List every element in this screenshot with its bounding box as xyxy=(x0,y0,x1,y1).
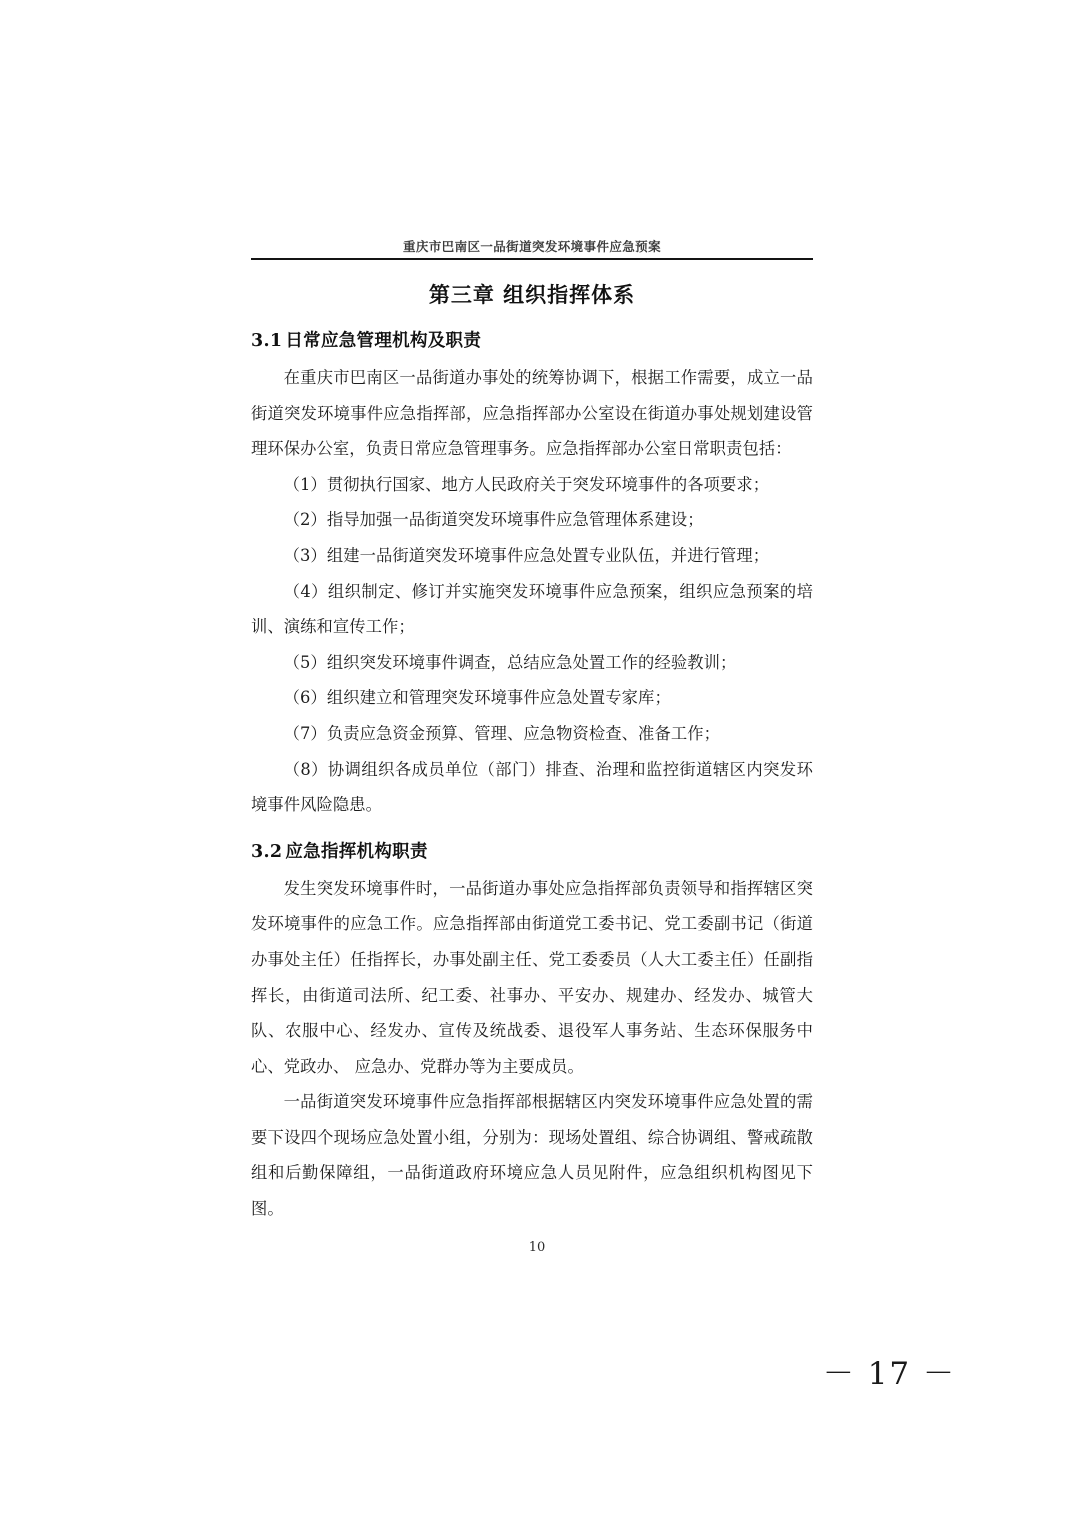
list-item: （4）组织制定、修订并实施突发环境事件应急预案，组织应急预案的培训、演练和宣传工作； xyxy=(251,581,813,637)
list-item: （7）负责应急资金预算、管理、应急物资检查、准备工作； xyxy=(283,723,720,743)
section-number-3-2: 3.2 xyxy=(251,841,283,862)
list-item: （1）贯彻执行国家、地方人民政府关于突发环境事件的各项要求； xyxy=(283,474,770,494)
page-content xyxy=(251,278,813,1227)
list-item: （8）协调组织各成员单位（部门）排查、治理和监控街道辖区内突发环境事件风险隐患。 xyxy=(251,759,813,815)
section-number-3-1: 3.1 xyxy=(251,331,283,351)
section-3-2-paragraph: 一品街道突发环境事件应急指挥部根据辖区内突发环境事件应急处置的需要下设四个现场应急处置小组，分别为：现场处置组、综合协调组、警戒疏散组和后勤保障组，一品街道政府环境应急人员见附件，应急组织机构图见下图。 xyxy=(251,1092,813,1219)
list-item: （2）指导加强一品街道突发环境事件应急管理体系建设； xyxy=(283,510,704,530)
section-3-2-paragraph: 发生突发环境事件时，一品街道办事处应急指挥部负责领导和指挥辖区突发环境事件的应急工作。应急指挥部由街道党工委书记、党工委副书记（街道办事处主任）任指挥长，办事处副主任、党工委委员（人大工委主任）任副指挥长，由街道司法所、纪工委、社事办、平安办、规建办、经发办、城管大队、农服中心、经发办、宣传及统战委、退役军人事务站、生态环保服务中心、党政办、 应急办、党群办等为主要成员。 xyxy=(251,878,813,1076)
chapter-title: 第三章 组织指挥体系 xyxy=(428,283,636,307)
inner-page-number: 10 xyxy=(528,1240,546,1255)
section-title-3-2: 应急指挥机构职责 xyxy=(285,841,428,862)
list-item: （6）组织建立和管理突发环境事件应急处置专家库； xyxy=(283,688,671,708)
outer-page-number: － 17 － xyxy=(822,1356,956,1392)
list-item: （5）组织突发环境事件调查，总结应急处置工作的经验教训； xyxy=(283,652,737,672)
section-heading-3-1 xyxy=(251,326,813,356)
running-header-text: 重庆市巴南区一品街道突发环境事件应急预案 xyxy=(402,239,661,254)
section-title-3-1: 日常应急管理机构及职责 xyxy=(285,331,482,351)
header-rule xyxy=(251,258,813,260)
section-3-1-intro-paragraph: 在重庆市巴南区一品街道办事处的统筹协调下，根据工作需要，成立一品街道突发环境事件应急指挥部，应急指挥部办公室设在街道办事处规划建设管理环保办公室，负责日常应急管理事务。应急指挥部办公室日常职责包括： xyxy=(251,368,813,459)
page-header xyxy=(251,238,813,268)
list-item: （3）组建一品街道突发环境事件应急处置专业队伍，并进行管理； xyxy=(283,545,770,565)
section-heading-3-2 xyxy=(251,837,813,867)
